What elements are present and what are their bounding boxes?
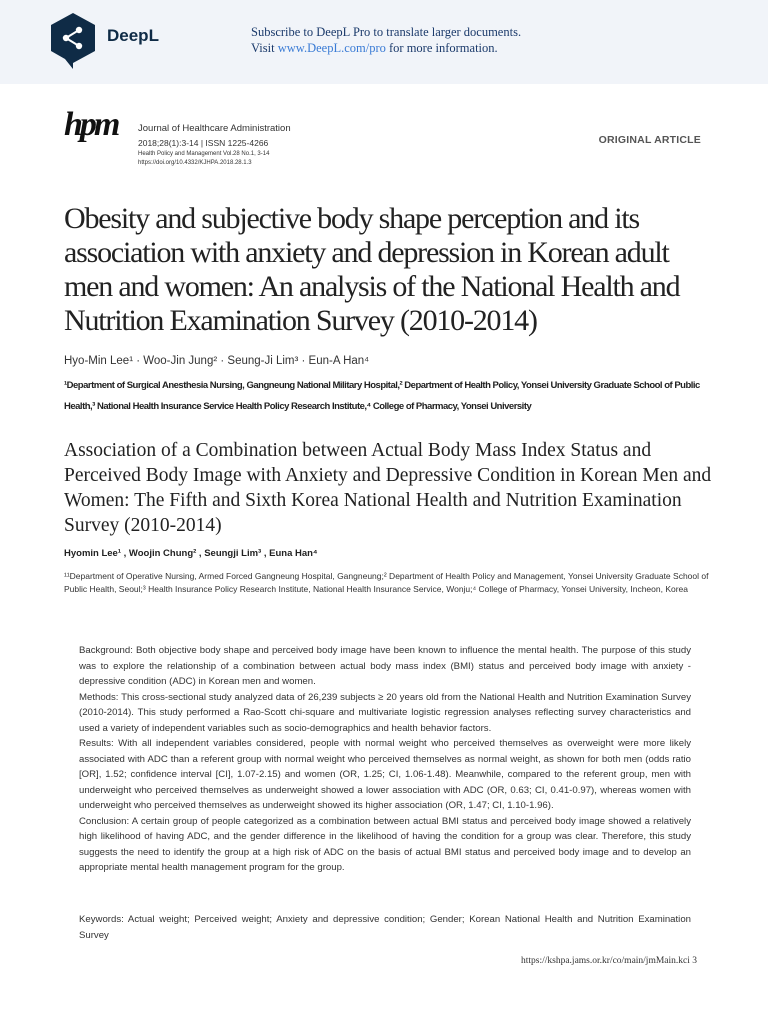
journal-doi[interactable]: https://doi.org/10.4332/KJHPA.2018.28.1.3 [138, 160, 252, 166]
journal-issue: 2018;28(1):3-14 | ISSN 1225-4266 [138, 138, 269, 148]
translated-affiliations: ¹Department of Surgical Anesthesia Nursing, Gangneung National Military Hospital,² Department of Health Policy, Yonsei University Graduate School of Public Health,³ National Health Insurance Service Health Policy Research Institute,⁴ College of Pharmacy, Yonsei University [64, 380, 700, 412]
promo-suffix: for more information. [385, 41, 498, 55]
promo-line-1: Subscribe to DeepL Pro to translate larger documents. [251, 25, 522, 39]
deepl-logo-icon[interactable] [48, 11, 98, 69]
journal-info [138, 122, 291, 168]
deepl-pro-link[interactable]: www.DeepL.com/pro [277, 41, 386, 55]
article-type-label: ORIGINAL ARTICLE [598, 134, 701, 146]
promo-text [251, 24, 521, 56]
deepl-logo-text[interactable]: DeepL [107, 26, 159, 45]
abstract-results: Results: With all independent variables considered, people with normal weight who perceived themselves as overweight were more likely associated with ADC than a referent group with normal weight who perceived themselves as normal weight, as shown for both men (odds ratio [OR], 1.52; confidence interval [CI], 1.07-2.15) and women (OR, 1.25; CI, 1.06-1.48). Meanwhile, compared to the referent group, men with underweight who perceived themselves as underweight showed a lower association with ADC (OR, 0.63; CI, 0.41-0.97), whereas women with underweight who perceived themselves as underweight showed its higher association (OR, 1.47; CI, 1.10-1.96). [79, 738, 691, 811]
keywords: Keywords: Actual weight; Perceived weight; Anxiety and depressive condition; Gender; Korean National Health and Nutrition Examination Survey [79, 914, 691, 941]
english-affiliations: ¹¹Department of Operative Nursing, Armed Forced Gangneung Hospital, Gangneung;² Department of Health Policy and Management, Yonsei University Graduate School of Public Health, Seoul;³ Health Insurance Policy Research Institute, National Health Insurance Service, Wonju;⁴ College of Pharmacy, Yonsei University, Incheon, Korea [64, 571, 709, 594]
promo-line-2 [251, 40, 521, 56]
abstract-methods: Methods: This cross-sectional study analyzed data of 26,239 subjects ≥ 20 years old from the National Health and Nutrition Examination Survey (2010-2014). This study performed a Rao-Scott chi-square and multivariate logistic regression analyses reflecting survey characteristics and used a variety of independent variables such as socio-demographics and health behavior factors. [79, 691, 691, 734]
translated-authors: Hyo-Min Lee¹ · Woo-Jin Jung² · Seung-Ji Lim³ · Eun-A Han⁴ [64, 355, 370, 367]
journal-name: Journal of Healthcare Administration [138, 123, 291, 134]
journal-logo: hpm [64, 106, 118, 143]
abstract-background: Background: Both objective body shape and perceived body image have been known to influence the mental health. The purpose of this study was to explore the relationship of a combination between actual body mass index (BMI) status and perceived body image with anxiety - depressive condition (ADC) in Korean men and women. [79, 645, 691, 687]
english-authors: Hyomin Lee¹ , Woojin Chung² , Seungji Lim³ , Euna Han⁴ [64, 548, 318, 559]
translated-title: Obesity and subjective body shape perception and its association with anxiety and depression in Korean adult men and women: An analysis of the National Health and Nutrition Examination Survey (2010-2014) [64, 202, 680, 337]
journal-sub-1: Health Policy and Management Vol.28 No.1, 3-14 [138, 151, 270, 157]
footer-url[interactable]: https://kshpa.jams.or.kr/co/main/jmMain.kci 3 [521, 956, 697, 966]
english-title: Association of a Combination between Actual Body Mass Index Status and Perceived Body Image with Anxiety and Depressive Condition in Korean Men and Women: The Fifth and Sixth Korea National Health and Nutrition Examination Survey (2010-2014) [64, 440, 712, 536]
promo-prefix: Visit [251, 41, 278, 55]
abstract [79, 643, 691, 876]
deepl-banner [0, 0, 768, 84]
abstract-conclusion: Conclusion: A certain group of people categorized as a combination between actual BMI status and perceived body image showed a relatively high likelihood of having ADC, and the gender difference in the likelihood of having the condition for a group was clear. Therefore, this study suggests the need to identify the group at a high risk of ADC on the basis of actual BMI status and perceived body image and to develop an appropriate mental health management program for the group. [79, 815, 691, 873]
